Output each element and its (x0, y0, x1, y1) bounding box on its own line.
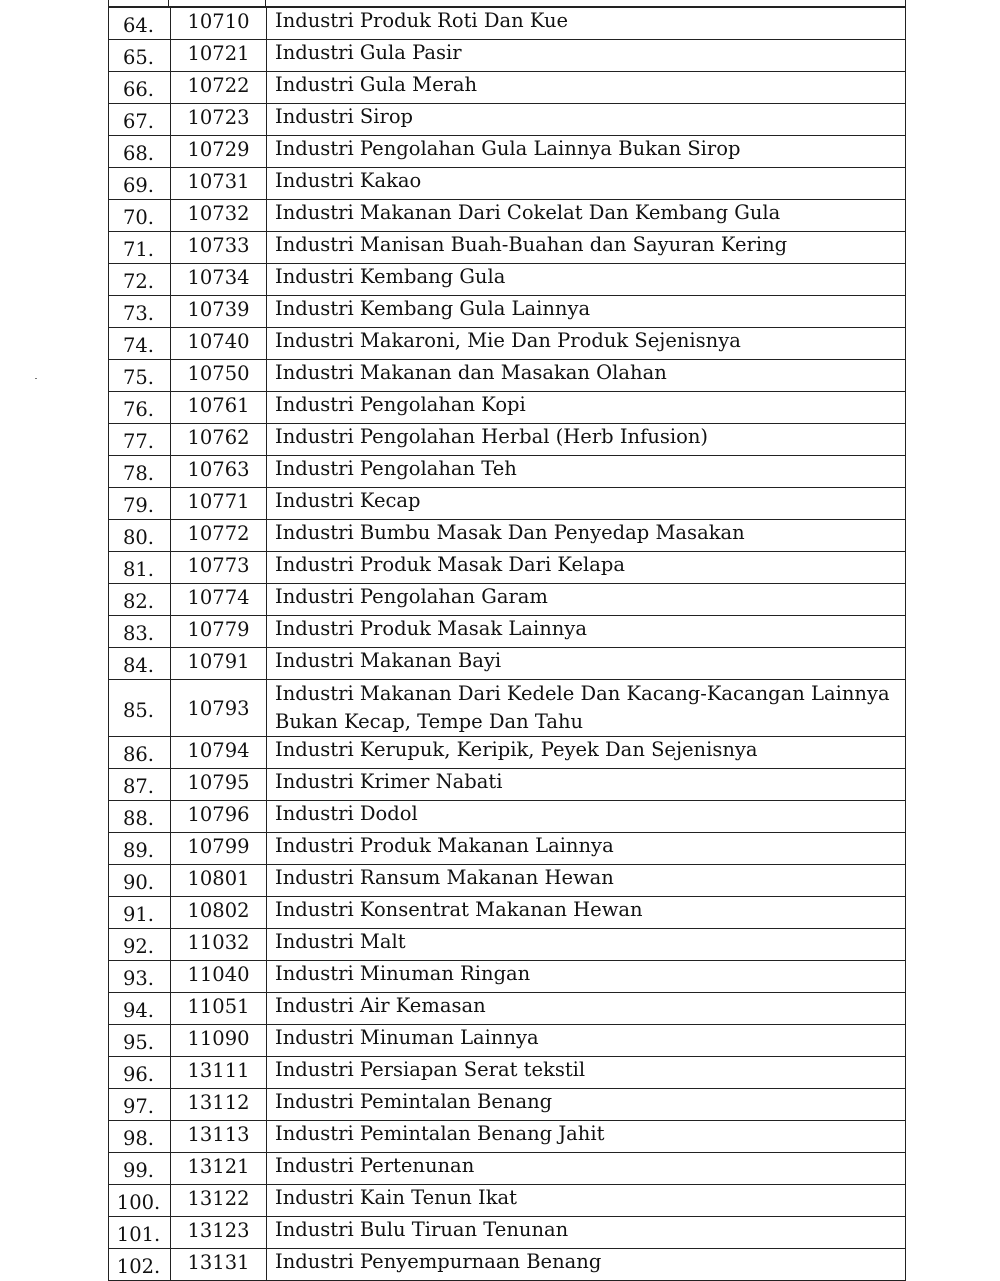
row-number: 72. (109, 264, 171, 296)
table-row (109, 136, 906, 168)
table-row (109, 1249, 906, 1281)
table-row (109, 801, 906, 833)
kbli-code: 10732 (171, 200, 267, 232)
industry-description: Industri Manisan Buah-Buahan dan Sayuran Kering (267, 232, 906, 264)
kbli-code: 10733 (171, 232, 267, 264)
industry-description: Industri Pengolahan Garam (267, 584, 906, 616)
industry-description: Industri Ransum Makanan Hewan (267, 865, 906, 897)
row-number: 76. (109, 392, 171, 424)
kbli-code: 10802 (171, 897, 267, 929)
row-number: 84. (109, 648, 171, 680)
row-number: 83. (109, 616, 171, 648)
industry-description: Industri Kain Tenun Ikat (267, 1185, 906, 1217)
industry-description (267, 680, 906, 737)
table-row (109, 296, 906, 328)
table-row (109, 520, 906, 552)
industry-description: Industri Gula Merah (267, 72, 906, 104)
table-body (109, 8, 906, 1281)
table-row (109, 1153, 906, 1185)
table-row (109, 104, 906, 136)
kbli-code: 10794 (171, 737, 267, 769)
industry-description: Industri Kecap (267, 488, 906, 520)
row-number: 102. (109, 1249, 171, 1281)
industry-description-line: Industri Makanan Dari Kedele Dan Kacang-Kacangan Lainnya (275, 682, 890, 705)
industry-description: Industri Makanan Bayi (267, 648, 906, 680)
kbli-code: 10739 (171, 296, 267, 328)
industry-description: Industri Kembang Gula (267, 264, 906, 296)
industry-description: Industri Pengolahan Kopi (267, 392, 906, 424)
kbli-code: 10774 (171, 584, 267, 616)
kbli-code: 10796 (171, 801, 267, 833)
row-number: 88. (109, 801, 171, 833)
row-number: 96. (109, 1057, 171, 1089)
industry-description: Industri Pengolahan Herbal (Herb Infusion) (267, 424, 906, 456)
industry-description: Industri Sirop (267, 104, 906, 136)
table-row (109, 488, 906, 520)
kbli-code: 13111 (171, 1057, 267, 1089)
table-row (109, 360, 906, 392)
table-row (109, 680, 906, 737)
table-row (109, 648, 906, 680)
table-row (109, 424, 906, 456)
kbli-code: 10799 (171, 833, 267, 865)
table-row (109, 737, 906, 769)
table-row (109, 769, 906, 801)
table-row (109, 833, 906, 865)
kbli-code: 10723 (171, 104, 267, 136)
industry-description: Industri Produk Masak Dari Kelapa (267, 552, 906, 584)
table-row (109, 1217, 906, 1249)
industry-description: Industri Pertenunan (267, 1153, 906, 1185)
kbli-code: 10761 (171, 392, 267, 424)
table-row (109, 1057, 906, 1089)
table-row (109, 584, 906, 616)
kbli-code: 13123 (171, 1217, 267, 1249)
industry-description-line: Bukan Kecap, Tempe Dan Tahu (275, 710, 584, 733)
row-number: 97. (109, 1089, 171, 1121)
kbli-code: 10793 (171, 680, 267, 737)
kbli-code: 10734 (171, 264, 267, 296)
table-row (109, 456, 906, 488)
industry-description: Industri Pemintalan Benang Jahit (267, 1121, 906, 1153)
row-number: 65. (109, 40, 171, 72)
row-number: 87. (109, 769, 171, 801)
cropped-header-row (108, 0, 906, 7)
kbli-code: 13121 (171, 1153, 267, 1185)
kbli-code: 13122 (171, 1185, 267, 1217)
row-number: 78. (109, 456, 171, 488)
row-number: 69. (109, 168, 171, 200)
row-number: 93. (109, 961, 171, 993)
kbli-code: 10801 (171, 865, 267, 897)
kbli-code: 10779 (171, 616, 267, 648)
industry-description: Industri Bumbu Masak Dan Penyedap Masakan (267, 520, 906, 552)
row-number: 74. (109, 328, 171, 360)
row-number: 77. (109, 424, 171, 456)
row-number: 101. (109, 1217, 171, 1249)
row-number: 92. (109, 929, 171, 961)
row-number: 66. (109, 72, 171, 104)
kbli-code: 10773 (171, 552, 267, 584)
industry-description: Industri Produk Masak Lainnya (267, 616, 906, 648)
kbli-code: 10791 (171, 648, 267, 680)
table-row (109, 929, 906, 961)
row-number: 100. (109, 1185, 171, 1217)
table-row (109, 328, 906, 360)
row-number: 64. (109, 8, 171, 40)
row-number: 89. (109, 833, 171, 865)
kbli-code: 10721 (171, 40, 267, 72)
industry-description: Industri Minuman Ringan (267, 961, 906, 993)
industry-description: Industri Krimer Nabati (267, 769, 906, 801)
industry-description: Industri Air Kemasan (267, 993, 906, 1025)
industry-description: Industri Dodol (267, 801, 906, 833)
industry-description: Industri Gula Pasir (267, 40, 906, 72)
table-row (109, 232, 906, 264)
row-number: 94. (109, 993, 171, 1025)
industry-description: Industri Konsentrat Makanan Hewan (267, 897, 906, 929)
table-row (109, 264, 906, 296)
industry-description: Industri Penyempurnaan Benang (267, 1249, 906, 1281)
kbli-code: 10731 (171, 168, 267, 200)
row-number: 68. (109, 136, 171, 168)
row-number: 70. (109, 200, 171, 232)
table-row (109, 1089, 906, 1121)
row-number: 98. (109, 1121, 171, 1153)
kbli-code: 10762 (171, 424, 267, 456)
kbli-code: 13113 (171, 1121, 267, 1153)
table-row (109, 961, 906, 993)
kbli-code: 11051 (171, 993, 267, 1025)
row-number: 85. (109, 680, 171, 737)
scan-speck (35, 378, 37, 379)
kbli-code: 10740 (171, 328, 267, 360)
kbli-code: 11040 (171, 961, 267, 993)
row-number: 71. (109, 232, 171, 264)
kbli-code: 13131 (171, 1249, 267, 1281)
table-row (109, 200, 906, 232)
kbli-code: 11090 (171, 1025, 267, 1057)
row-number: 82. (109, 584, 171, 616)
row-number: 75. (109, 360, 171, 392)
industry-description: Industri Makaroni, Mie Dan Produk Sejenisnya (267, 328, 906, 360)
table-row (109, 897, 906, 929)
kbli-code: 10772 (171, 520, 267, 552)
kbli-code: 10771 (171, 488, 267, 520)
kbli-code: 13112 (171, 1089, 267, 1121)
table-row (109, 993, 906, 1025)
row-number: 90. (109, 865, 171, 897)
industry-description: Industri Pemintalan Benang (267, 1089, 906, 1121)
industry-description: Industri Persiapan Serat tekstil (267, 1057, 906, 1089)
table-row (109, 552, 906, 584)
row-number: 86. (109, 737, 171, 769)
industry-description: Industri Malt (267, 929, 906, 961)
industry-description: Industri Pengolahan Teh (267, 456, 906, 488)
table-row (109, 168, 906, 200)
row-number: 99. (109, 1153, 171, 1185)
industry-description: Industri Bulu Tiruan Tenunan (267, 1217, 906, 1249)
table-row (109, 8, 906, 40)
industry-description: Industri Minuman Lainnya (267, 1025, 906, 1057)
row-number: 91. (109, 897, 171, 929)
kbli-table-page (108, 0, 906, 1281)
kbli-code: 11032 (171, 929, 267, 961)
industry-description: Industri Kembang Gula Lainnya (267, 296, 906, 328)
kbli-code: 10722 (171, 72, 267, 104)
row-number: 67. (109, 104, 171, 136)
kbli-code: 10795 (171, 769, 267, 801)
industry-description: Industri Pengolahan Gula Lainnya Bukan Sirop (267, 136, 906, 168)
kbli-code: 10729 (171, 136, 267, 168)
row-number: 79. (109, 488, 171, 520)
row-number: 80. (109, 520, 171, 552)
industry-code-table (108, 7, 906, 1281)
table-row (109, 865, 906, 897)
table-row (109, 1025, 906, 1057)
kbli-code: 10750 (171, 360, 267, 392)
kbli-code: 10763 (171, 456, 267, 488)
industry-description: Industri Makanan dan Masakan Olahan (267, 360, 906, 392)
row-number: 73. (109, 296, 171, 328)
table-row (109, 392, 906, 424)
table-row (109, 72, 906, 104)
table-row (109, 1185, 906, 1217)
industry-description: Industri Makanan Dari Cokelat Dan Kembang Gula (267, 200, 906, 232)
industry-description: Industri Kakao (267, 168, 906, 200)
table-row (109, 40, 906, 72)
industry-description: Industri Produk Roti Dan Kue (267, 8, 906, 40)
table-row (109, 1121, 906, 1153)
industry-description: Industri Produk Makanan Lainnya (267, 833, 906, 865)
industry-description: Industri Kerupuk, Keripik, Peyek Dan Sejenisnya (267, 737, 906, 769)
row-number: 95. (109, 1025, 171, 1057)
table-row (109, 616, 906, 648)
kbli-code: 10710 (171, 8, 267, 40)
row-number: 81. (109, 552, 171, 584)
